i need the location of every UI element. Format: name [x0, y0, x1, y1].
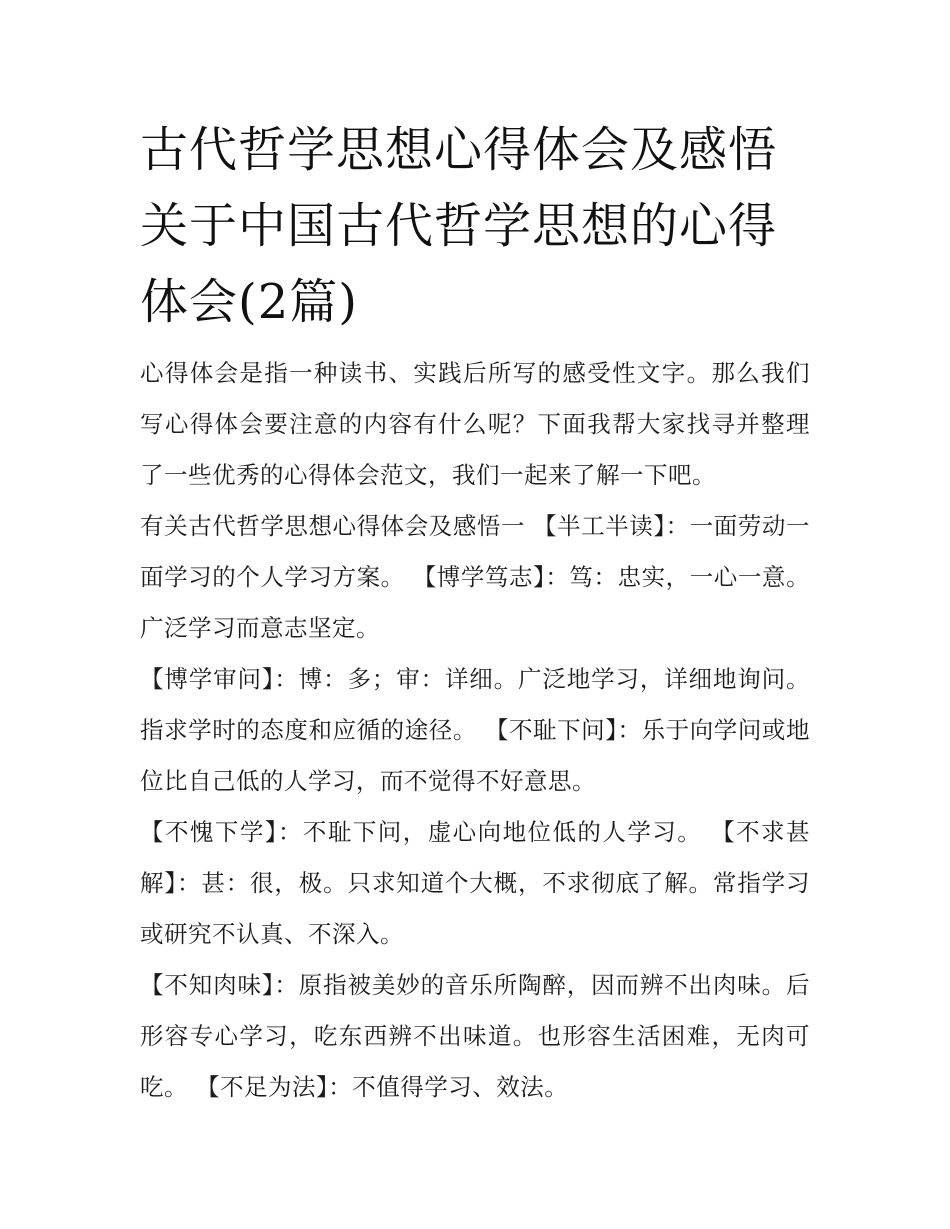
paragraph-4: 【不知肉味】：原指被美妙的音乐所陶醉，因而辨不出肉味。后形容专心学习，吃东西辨不出味道。也形容生活困难，无肉可吃。 【不足为法】：不值得学习、效法。 [140, 971, 810, 1101]
paragraph-2: 【博学审问】：博：多；审：详细。广泛地学习，详细地询问。指求学时的态度和应循的途径。 【不耻下问】：乐于向学问或地位比自己低的人学习，而不觉得不好意思。 [140, 665, 810, 795]
paragraph-3: 【不愧下学】：不耻下问，虚心向地位低的人学习。 【不求甚解】：甚：很，极。只求知道个大概，不求彻底了解。常指学习或研究不认真、不深入。 [140, 818, 810, 948]
paragraph-intro: 心得体会是指一种读书、实践后所写的感受性文字。那么我们写心得体会要注意的内容有什么呢？下面我帮大家找寻并整理了一些优秀的心得体会范文，我们一起来了解一下吧。 [140, 359, 810, 489]
document-title: 古代哲学思想心得体会及感悟关于中国古代哲学思想的心得体会(2篇) [140, 122, 778, 330]
paragraph-1: 有关古代哲学思想心得体会及感悟一 【半工半读】：一面劳动一面学习的个人学习方案。 【博学笃志】：笃：忠实，一心一意。广泛学习而意志坚定。 [140, 512, 810, 642]
